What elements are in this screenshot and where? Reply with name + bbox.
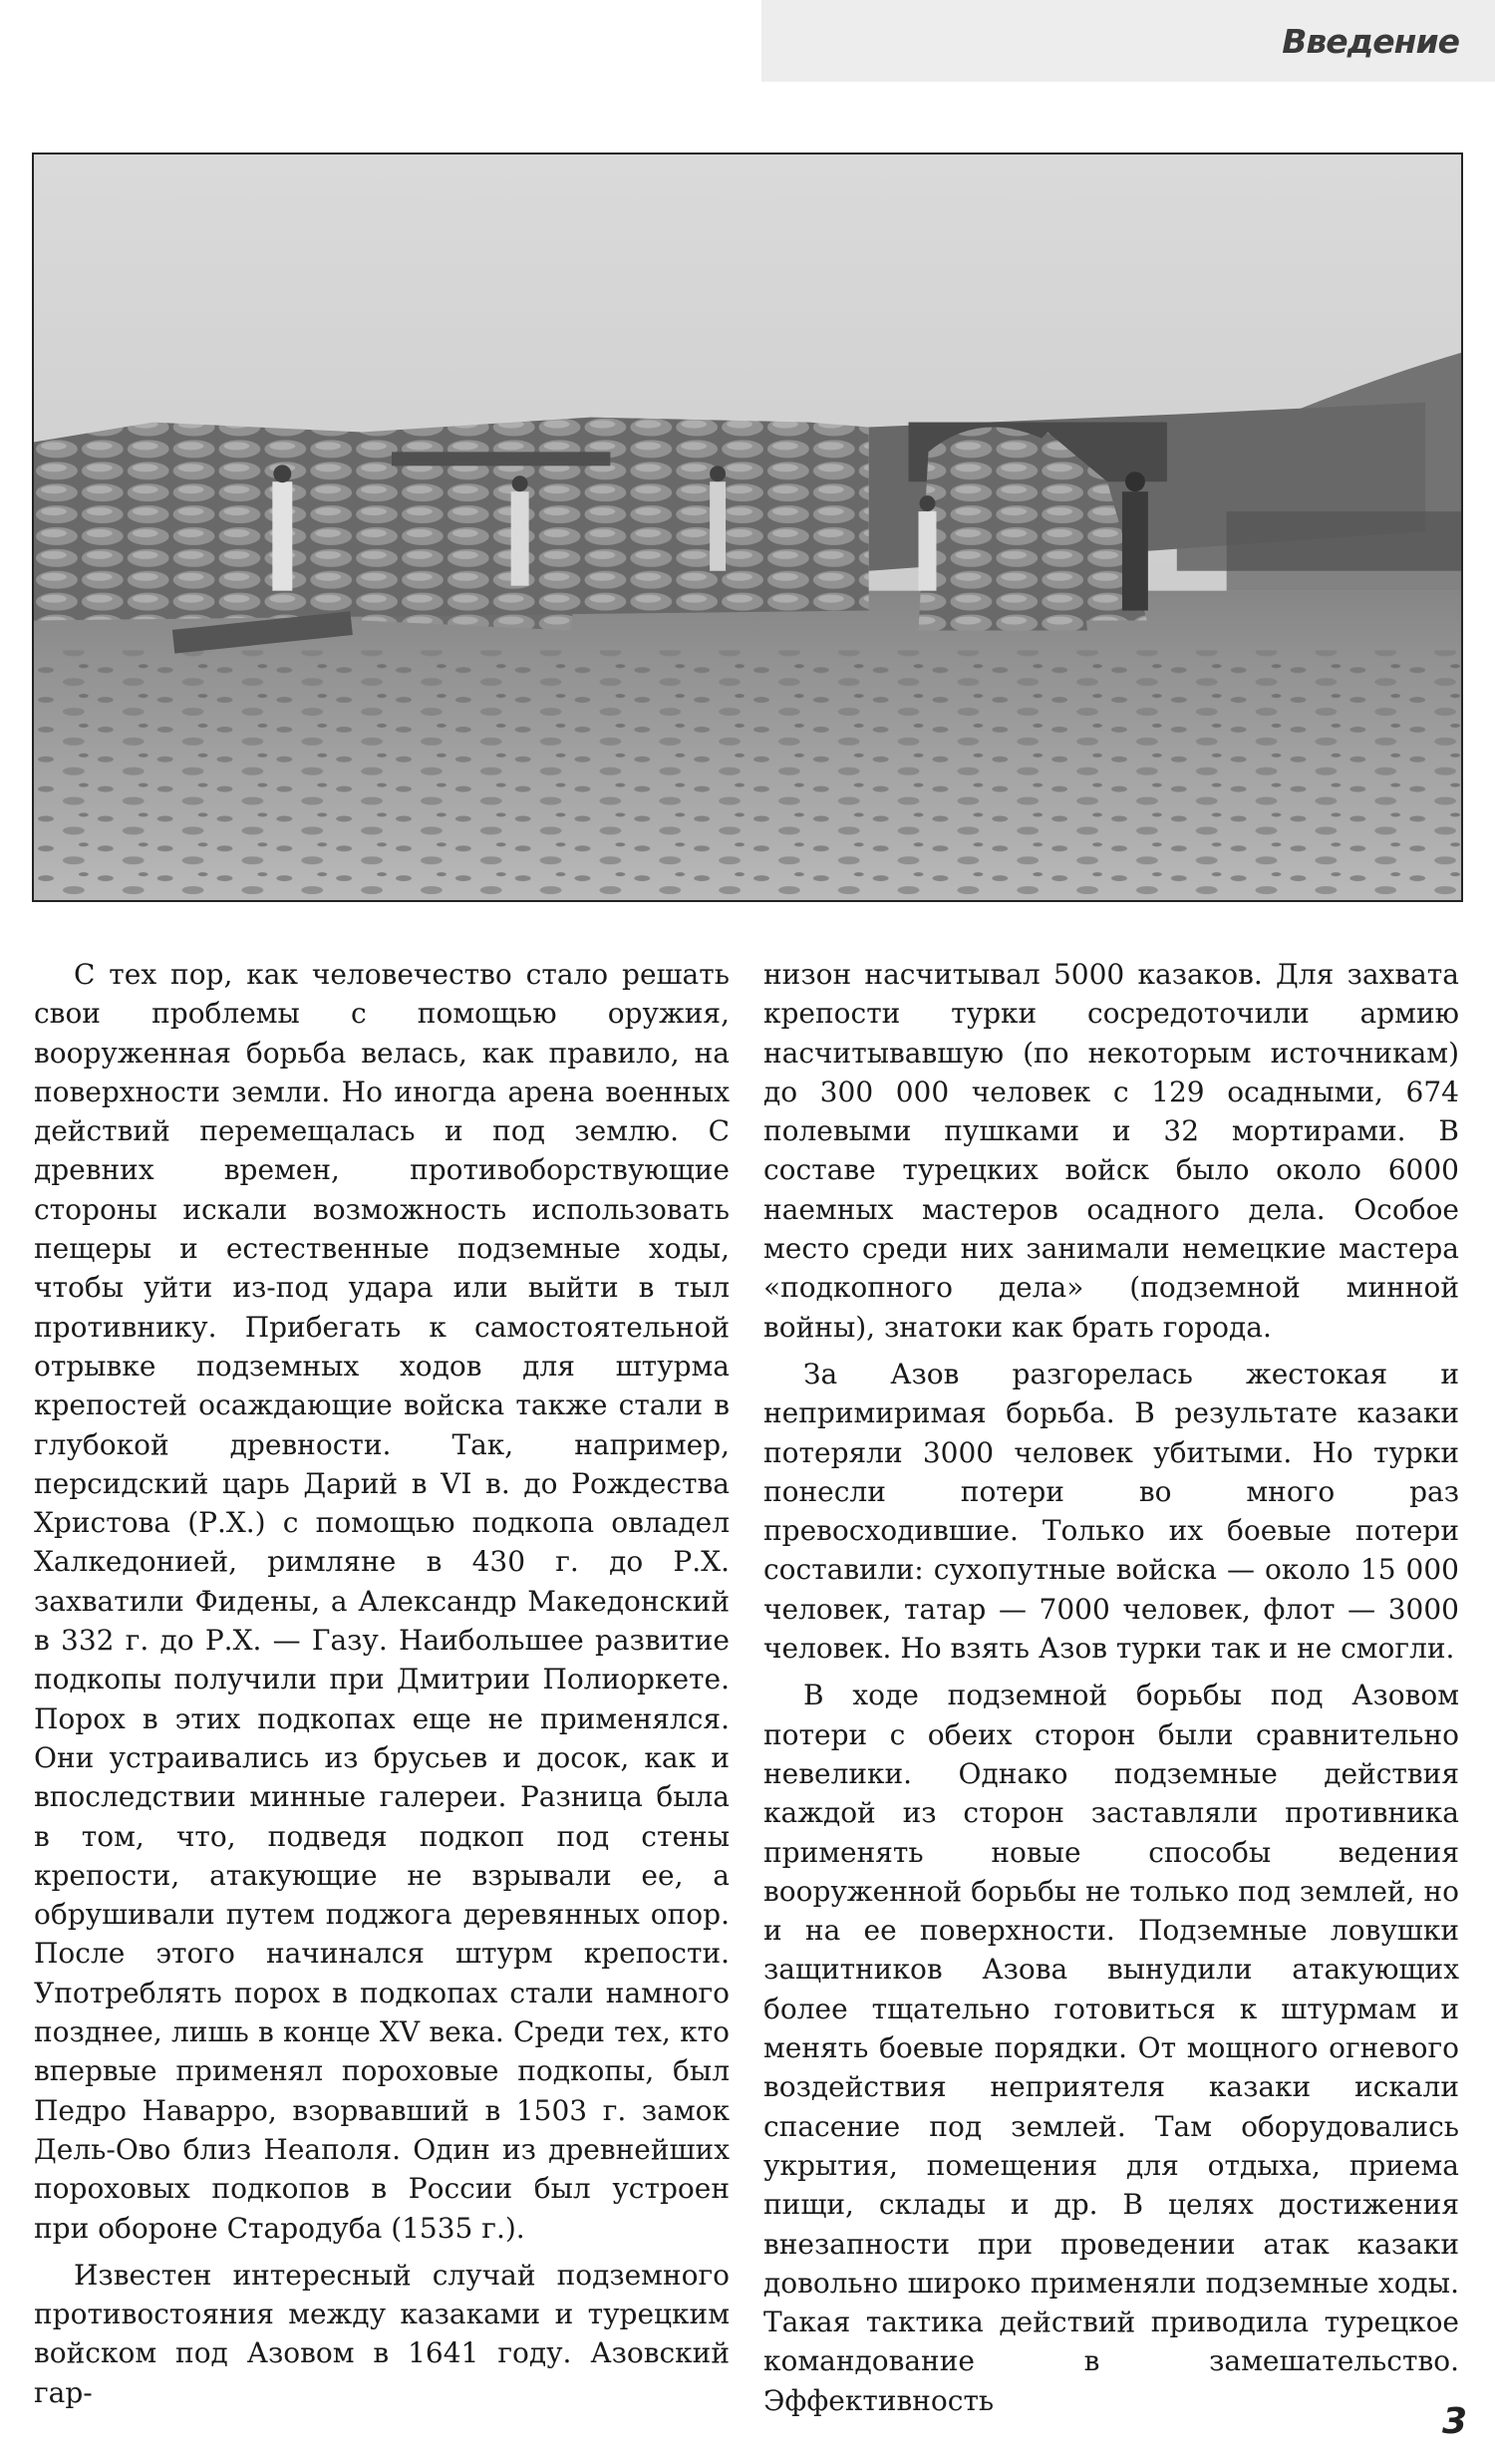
paragraph: В ходе подземной борьбы под Азовом потери с обеих сторон были сравнительно невелики. Однако подземные действия каждой из сторон заставляли противника применять новые способы ведения вооруженной борьбы не только под землей, но и на ее поверхности. Подземные ловушки защитников Азова вынудили атакующих более тщательно готовиться к штурмам и менять боевые порядки. От мощного огневого воздействия неприятеля казаки искали спасение под землей. Там оборудовались укрытия, помещения для отдыха, приема пищи, склады и др. В целях достижения внезапности при проведении атак казаки довольно широко применяли подземные ходы. Такая тактика действий приводила турецкое командование в замешательство. Эффективность [763, 1679, 1459, 2417]
text-column-left [34, 955, 730, 2412]
photo-fortification-sandbags [32, 153, 1463, 902]
photo-tint [34, 154, 1461, 900]
header-band [761, 0, 1495, 82]
paragraph: За Азов разгорелась жестокая и непримиримая борьба. В результате казаки потеряли 3000 человек убитыми. Но турки понесли потери во много раз превосходившие. Только их боевые потери составили: сухопутные войска — около 15 000 человек, татар — 7000 человек, флот — 3000 человек. Но взять Азов турки так и не смогли. [763, 1357, 1459, 1666]
paragraph: С тех пор, как человечество стало решать свои проблемы с помощью оружия, вооруженная борьба велась, как правило, на поверхности земли. Но иногда арена военных действий перемещалась и под землю. С древних времен, противоборствующие стороны искали возможность использовать пещеры и естественные подземные ходы, чтобы уйти из-под удара или выйти в тыл противнику. Прибегать к самостоятельной отрывке подземных ходов для штурма крепостей осаждающие войска также стали в глубокой древности. Так, например, персидский царь Дарий в VI в. до Рождества Христова (Р.Х.) с помощью подкопа овладел Халкедонией, римляне в 430 г. до Р.Х. захватили Фидены, а Александр Македонский в 332 г. до Р.Х. — Газу. Наибольшее развитие подкопы получили при Дмитрии Полиоркете. Порох в этих подкопах еще не применялся. Они устраивались из брусьев и досок, как и впоследствии минные галереи. Разница была в том, что, подведя подкоп под стены крепости, атакующие не взрывали ее, а обрушивали путем поджога деревянных опор. После этого начинался штурм крепости. Употреблять порох в подкопах стали намного позднее, лишь в конце XV века. Среди тех, кто впервые применял пороховые подкопы, был Педро Наварро, взорвавший в 1503 г. замок Дель-Ово близ Неаполя. Один из древнейших пороховых подкопов в России был устроен при обороне Стародуба (1535 г.). [34, 958, 730, 2245]
paragraph: низон насчитывал 5000 казаков. Для захвата крепости турки сосредоточили армию насчитывавшую (по некоторым источникам) до 300 000 человек с 129 осадными, 674 полевыми пушками и 32 мортирами. В составе турецких войск было около 6000 наемных мастеров осадного дела. Особое место среди них занимали немецкие мастера «подкопного дела» (подземной минной войны), знатоки как брать города. [763, 958, 1459, 1344]
paragraph: Известен интересный случай подземного противостояния между казаками и турецким войском под Азовом в 1641 году. Азовский гар- [34, 2258, 730, 2409]
text-column-right [763, 955, 1459, 2420]
photo-illustration [34, 154, 1461, 900]
page-number: 3 [1441, 2401, 1467, 2442]
section-title: Введение [1282, 22, 1459, 61]
